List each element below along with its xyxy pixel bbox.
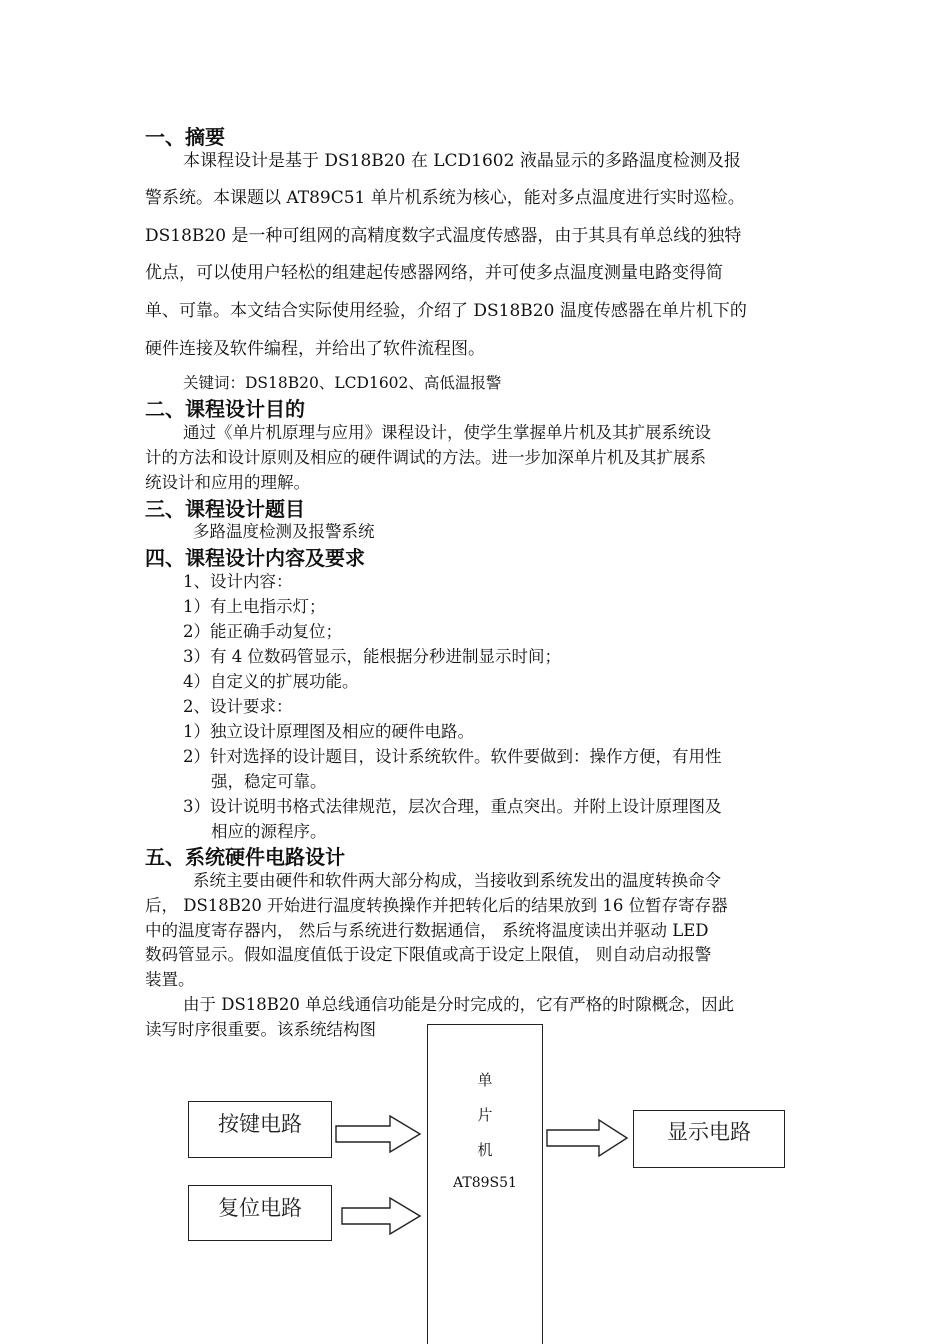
key-circuit-box xyxy=(188,1101,332,1158)
reset-circuit-box xyxy=(188,1185,332,1241)
content-line: 3）有 4 位数码管显示，能根据分秒进制显示时间； xyxy=(183,647,561,666)
key-circuit-label: 按键电路 xyxy=(218,1112,302,1136)
section-heading-content: 四、课程设计内容及要求 xyxy=(145,546,365,570)
abstract-line: 单、可靠。本文结合实际使用经验，介绍了 DS18B20 温度传感器在单片机下的 xyxy=(145,301,747,321)
abstract-line: 本课程设计是基于 DS18B20 在 LCD1602 液晶显示的多路温度检测及报 xyxy=(183,151,741,171)
content-line: 1）独立设计原理图及相应的硬件电路。 xyxy=(183,722,474,741)
hardware-line: 后， DS18B20 开始进行温度转换操作并把转化后的结果放到 16 位暂存寄存器 xyxy=(145,896,728,915)
section-heading-purpose: 二、课程设计目的 xyxy=(145,397,305,421)
arrow-mcu-to-display xyxy=(545,1118,631,1158)
mcu-label-char: 片 xyxy=(477,1106,493,1124)
purpose-line: 通过《单片机原理与应用》课程设计，使学生掌握单片机及其扩展系统设 xyxy=(183,423,711,442)
arrow-reset-to-mcu xyxy=(340,1196,424,1236)
hardware-line: 读写时序很重要。该系统结构图 xyxy=(145,1020,376,1039)
section-heading-hardware: 五、系统硬件电路设计 xyxy=(145,845,345,869)
abstract-line: 警系统。本课题以 AT89C51 单片机系统为核心，能对多点温度进行实时巡检。 xyxy=(145,188,745,208)
hardware-line: 系统主要由硬件和软件两大部分构成，当接收到系统发出的温度转换命令 xyxy=(193,871,721,890)
hardware-line: 装置。 xyxy=(145,970,195,989)
hardware-line: 中的温度寄存器内， 然后与系统进行数据通信， 系统将温度读出并驱动 LED xyxy=(145,921,709,940)
abstract-line: DS18B20 是一种可组网的高精度数字式温度传感器，由于其具有单总线的独特 xyxy=(145,226,742,246)
mcu-label-char: 机 xyxy=(477,1141,493,1159)
reset-circuit-label: 复位电路 xyxy=(218,1196,302,1220)
section-heading-abstract: 一、摘要 xyxy=(145,125,225,149)
content-line: 1）有上电指示灯； xyxy=(183,597,326,616)
mcu-label-char: 单 xyxy=(477,1071,493,1089)
content-line: 4）自定义的扩展功能。 xyxy=(183,672,359,691)
hardware-line: 数码管显示。假如温度值低于设定下限值或高于设定上限值， 则自动启动报警 xyxy=(145,945,712,964)
hardware-line: 由于 DS18B20 单总线通信功能是分时完成的，它有严格的时隙概念，因此 xyxy=(183,995,735,1014)
mcu-box xyxy=(427,1024,543,1344)
abstract-line: 优点，可以使用户轻松的组建起传感器网络，并可使多点温度测量电路变得简 xyxy=(145,263,723,283)
content-line: 1、设计内容： xyxy=(183,572,293,591)
content-line: 3）设计说明书格式法律规范，层次合理，重点突出。并附上设计原理图及 xyxy=(183,797,722,816)
abstract-line: 硬件连接及软件编程，并给出了软件流程图。 xyxy=(145,339,485,359)
content-line: 强，稳定可靠。 xyxy=(211,772,327,791)
keywords: 关键词：DS18B20、LCD1602、高低温报警 xyxy=(183,374,502,392)
topic-text: 多路温度检测及报警系统 xyxy=(193,522,375,541)
content-line: 2）能正确手动复位； xyxy=(183,622,342,641)
mcu-model-label: AT89S51 xyxy=(453,1175,517,1191)
display-circuit-label: 显示电路 xyxy=(667,1120,751,1144)
purpose-line: 统设计和应用的理解。 xyxy=(145,473,310,492)
content-line: 2）针对选择的设计题目，设计系统软件。软件要做到：操作方便，有用性 xyxy=(183,747,722,766)
content-line: 2、设计要求： xyxy=(183,697,293,716)
arrow-key-to-mcu xyxy=(334,1114,424,1154)
content-line: 相应的源程序。 xyxy=(211,822,327,841)
purpose-line: 计的方法和设计原则及相应的硬件调试的方法。进一步加深单片机及其扩展系 xyxy=(145,448,706,467)
section-heading-topic: 三、课程设计题目 xyxy=(145,497,305,521)
display-circuit-box xyxy=(633,1110,785,1168)
